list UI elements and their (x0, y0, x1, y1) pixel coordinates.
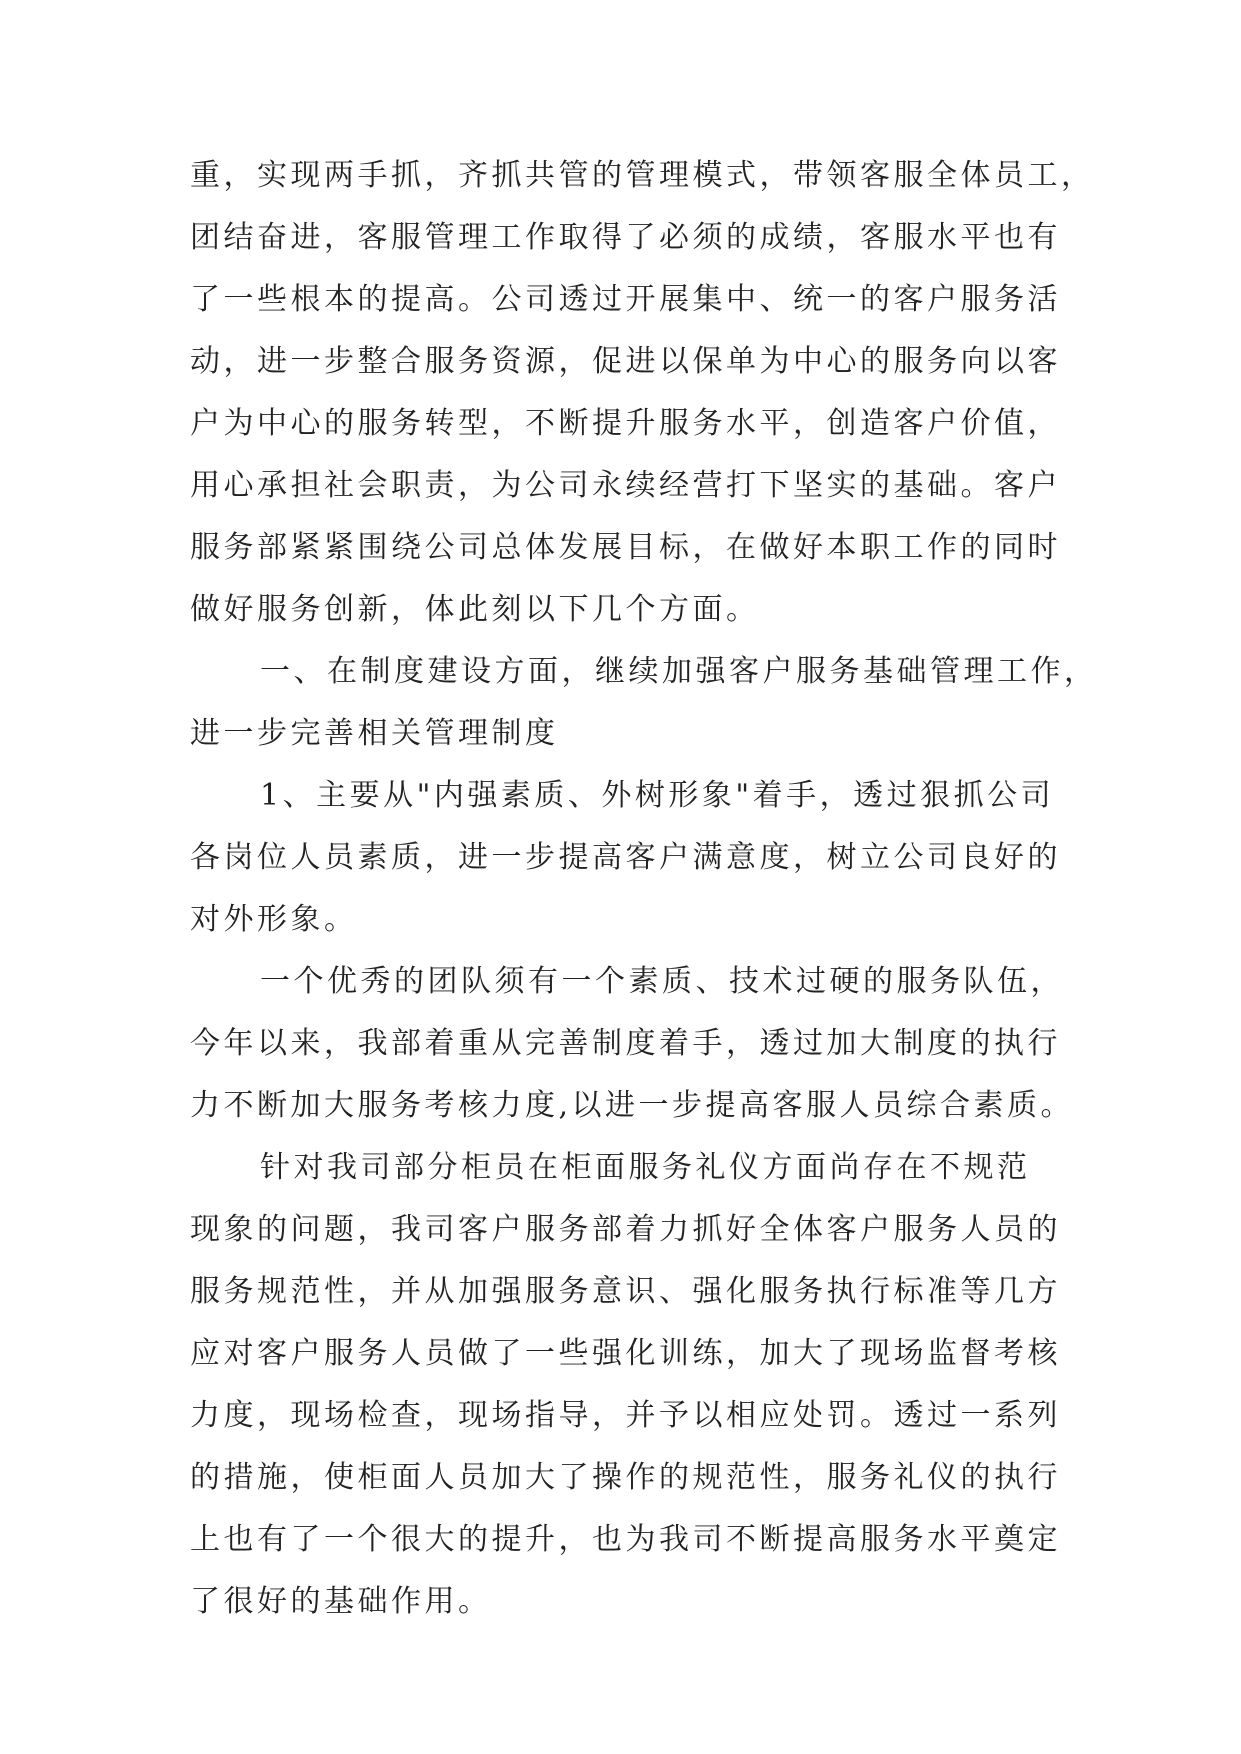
text-line: 对外形象。 (190, 902, 358, 937)
text-line: 应对客户服务人员做了一些强化训练，加大了现场监督考核 (190, 1336, 1061, 1371)
text-line: 现象的问题，我司客户服务部着力抓好全体客户服务人员的 (190, 1212, 1061, 1247)
text-line: 了很好的基础作用。 (190, 1584, 492, 1619)
text-line: 一个优秀的团队须有一个素质、技术过硬的服务队伍， (260, 964, 1064, 999)
text-line: 服务规范性，并从加强服务意识、强化服务执行标准等几方 (190, 1274, 1061, 1309)
text-line: 力不断加大服务考核力度,以进一步提高客服人员综合素质。 (190, 1088, 1075, 1123)
text-line: 团结奋进，客服管理工作取得了必须的成绩，客服水平也有 (190, 220, 1061, 255)
section-heading-line: 一、在制度建设方面，继续加强客户服务基础管理工作， (260, 654, 1098, 689)
text-line: 1、主要从"内强素质、外树形象"着手，透过狠抓公司 (260, 778, 1055, 813)
text-line: 户为中心的服务转型，不断提升服务水平，创造客户价值， (190, 406, 1061, 441)
text-line: 的措施，使柜面人员加大了操作的规范性，服务礼仪的执行 (190, 1460, 1061, 1495)
text-line: 各岗位人员素质，进一步提高客户满意度，树立公司良好的 (190, 840, 1061, 875)
text-line: 用心承担社会职责，为公司永续经营打下坚实的基础。客户 (190, 468, 1061, 503)
text-line: 做好服务创新，体此刻以下几个方面。 (190, 592, 760, 627)
document-body (190, 145, 1098, 1633)
section-heading-line: 进一步完善相关管理制度 (190, 716, 559, 751)
text-line: 了一些根本的提高。公司透过开展集中、统一的客户服务活 (190, 282, 1061, 317)
text-line: 重，实现两手抓，齐抓共管的管理模式，带领客服全体员工， (190, 158, 1095, 193)
text-line: 服务部紧紧围绕公司总体发展目标，在做好本职工作的同时 (190, 530, 1061, 565)
text-line: 力度，现场检查，现场指导，并予以相应处罚。透过一系列 (190, 1398, 1061, 1433)
text-line: 动，进一步整合服务资源，促进以保单为中心的服务向以客 (190, 344, 1061, 379)
text-line: 针对我司部分柜员在柜面服务礼仪方面尚存在不规范 (260, 1150, 1031, 1185)
text-line: 上也有了一个很大的提升，也为我司不断提高服务水平奠定 (190, 1522, 1061, 1557)
text-line: 今年以来，我部着重从完善制度着手，透过加大制度的执行 (190, 1026, 1061, 1061)
